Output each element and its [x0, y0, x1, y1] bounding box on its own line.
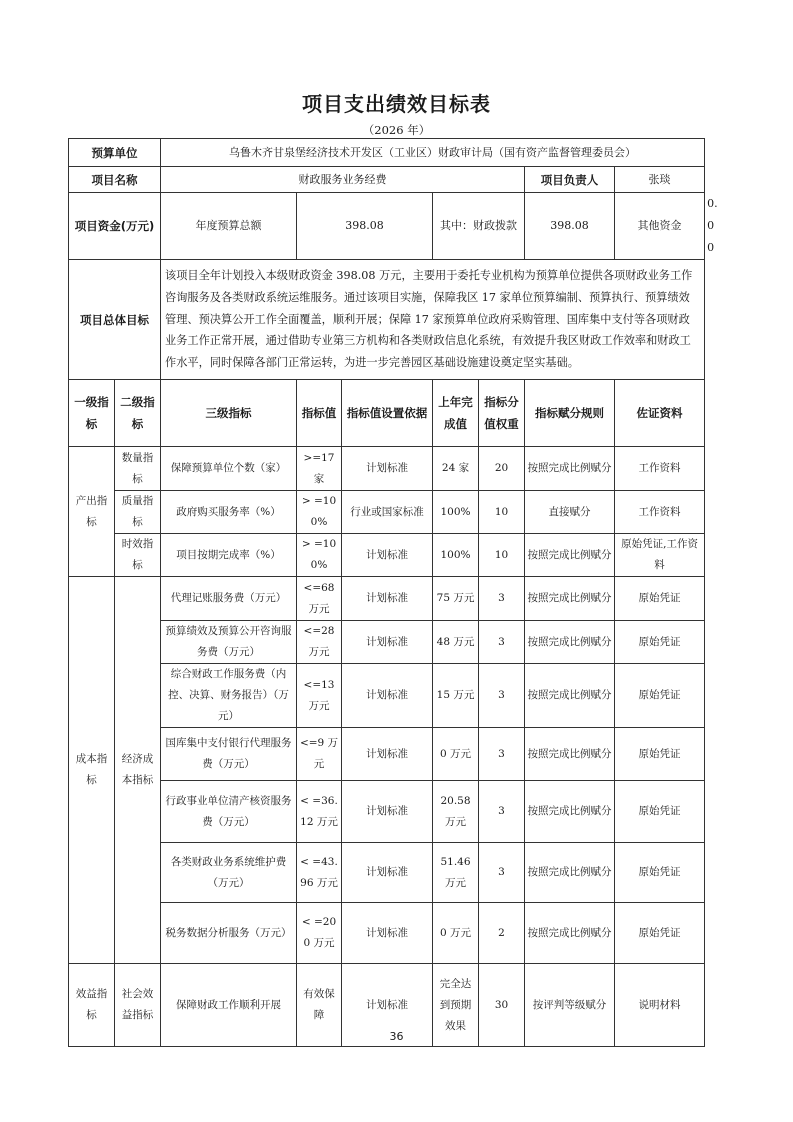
table-row	[69, 903, 705, 964]
weight: 10	[479, 491, 525, 534]
indicator-name: 税务数据分析服务（万元）	[161, 903, 297, 964]
project-name-value: 财政服务业务经费	[161, 167, 525, 193]
other-funds-label: 其他资金	[615, 193, 705, 260]
page-number: 36	[389, 1030, 404, 1043]
table-row	[69, 577, 705, 621]
page-title: 项目支出绩效目标表	[302, 92, 491, 116]
table-row	[69, 491, 705, 534]
evidence: 原始凭证	[615, 903, 705, 964]
weight: 3	[479, 621, 525, 664]
level2: 时效指标	[115, 534, 161, 577]
weight: 2	[479, 903, 525, 964]
weight: 10	[479, 534, 525, 577]
last-year-value: 0 万元	[433, 728, 479, 781]
last-year-value: 48 万元	[433, 621, 479, 664]
header-basis: 指标值设置依据	[342, 380, 433, 447]
table-row	[69, 447, 705, 491]
level2: 数量指标	[115, 447, 161, 491]
level1-cost: 成本指标	[69, 577, 115, 964]
weight: 30	[479, 964, 525, 1047]
funds-label: 项目资金(万元)	[69, 193, 161, 260]
scoring-rule: 按照完成比例赋分	[525, 728, 615, 781]
level2-economic-cost: 经济成本指标	[115, 577, 161, 964]
indicator-header-row	[69, 380, 705, 447]
table-row	[69, 534, 705, 577]
budget-unit-label: 预算单位	[69, 139, 161, 167]
level2-social-benefit: 社会效益指标	[115, 964, 161, 1047]
scoring-rule: 按照完成比例赋分	[525, 621, 615, 664]
fiscal-allocation-label: 其中：财政拨款	[433, 193, 525, 260]
total-budget-label: 年度预算总额	[161, 193, 297, 260]
last-year-value: 24 家	[433, 447, 479, 491]
scoring-rule: 按照完成比例赋分	[525, 903, 615, 964]
scoring-rule: 按评判等级赋分	[525, 964, 615, 1047]
level1-output: 产出指标	[69, 447, 115, 577]
table-row	[69, 781, 705, 843]
target-value: < =43.96 万元	[297, 843, 342, 903]
scoring-rule: 按照完成比例赋分	[525, 664, 615, 728]
header-rule: 指标赋分规则	[525, 380, 615, 447]
indicator-name: 保障财政工作顺利开展	[161, 964, 297, 1047]
evidence: 原始凭证	[615, 781, 705, 843]
basis: 计划标准	[342, 664, 433, 728]
header-evidence: 佐证资料	[615, 380, 705, 447]
evidence: 原始凭证	[615, 577, 705, 621]
last-year-value: 0 万元	[433, 903, 479, 964]
weight: 20	[479, 447, 525, 491]
year-label: （2026 年）	[362, 123, 431, 137]
basis: 计划标准	[342, 781, 433, 843]
scoring-rule: 按照完成比例赋分	[525, 577, 615, 621]
header-target-value: 指标值	[297, 380, 342, 447]
weight: 3	[479, 843, 525, 903]
indicator-name: 综合财政工作服务费（内控、决算、财务报告）（万元）	[161, 664, 297, 728]
header-level3: 三级指标	[161, 380, 297, 447]
basis: 计划标准	[342, 534, 433, 577]
fiscal-allocation-value: 398.08	[525, 193, 615, 260]
last-year-value: 75 万元	[433, 577, 479, 621]
indicator-name: 国库集中支付银行代理服务费（万元）	[161, 728, 297, 781]
target-value: <=28 万元	[297, 621, 342, 664]
target-value: 有效保障	[297, 964, 342, 1047]
table-row	[69, 621, 705, 664]
budget-unit-value: 乌鲁木齐甘泉堡经济技术开发区（工业区）财政审计局（国有资产监督管理委员会）	[161, 139, 705, 167]
evidence: 原始凭证	[615, 728, 705, 781]
scoring-rule: 直接赋分	[525, 491, 615, 534]
objective-row	[69, 260, 705, 380]
last-year-value: 100%	[433, 534, 479, 577]
indicator-name: 预算绩效及预算公开咨询服务费（万元）	[161, 621, 297, 664]
scoring-rule: 按照完成比例赋分	[525, 843, 615, 903]
objective-text: 该项目全年计划投入本级财政资金 398.08 万元，主要用于委托专业机构为预算单位提供各项财政业务工作咨询服务及各类财政系统运维服务。通过该项目实施，保障我区 17 家单位预算编制、预算执行、预算绩效管理、预决算公开工作全面覆盖，顺利开展；保障 17 家预算单位政府采购管理、国库集中支付等各项财政业务工作正常开展，通过借助专业第三方机构和各类财政信息化系统，有效提升我区财政工作效率和财政工作水平，同时保障各部门正常运转，为进一步完善园区基础设施建设奠定坚实基础。	[161, 260, 705, 380]
level2: 质量指标	[115, 491, 161, 534]
weight: 3	[479, 664, 525, 728]
header-level2: 二级指标	[115, 380, 161, 447]
header-level1: 一级指标	[69, 380, 115, 447]
basis: 计划标准	[342, 621, 433, 664]
basis: 计划标准	[342, 577, 433, 621]
target-value: <=9 万元	[297, 728, 342, 781]
target-value: <=13 万元	[297, 664, 342, 728]
last-year-value: 完全达到预期效果	[433, 964, 479, 1047]
basis: 计划标准	[342, 903, 433, 964]
evidence: 工作资料	[615, 447, 705, 491]
indicator-name: 保障预算单位个数（家）	[161, 447, 297, 491]
funds-row: 项目资金(万元) 年度预算总额 398.08 其中：财政拨款 398.08 其他资金 0.00	[69, 193, 705, 260]
target-value: > =100%	[297, 534, 342, 577]
last-year-value: 15 万元	[433, 664, 479, 728]
indicator-name: 代理记账服务费（万元）	[161, 577, 297, 621]
indicator-name: 行政事业单位清产核资服务费（万元）	[161, 781, 297, 843]
project-leader-label: 项目负责人	[525, 167, 615, 193]
basis: 计划标准	[342, 447, 433, 491]
evidence: 原始凭证	[615, 843, 705, 903]
evidence: 说明材料	[615, 964, 705, 1047]
budget-unit-row	[69, 139, 705, 167]
target-value: < =200 万元	[297, 903, 342, 964]
last-year-value: 51.46 万元	[433, 843, 479, 903]
performance-target-table	[68, 138, 718, 1047]
indicator-name: 各类财政业务系统维护费（万元）	[161, 843, 297, 903]
basis: 计划标准	[342, 843, 433, 903]
scoring-rule: 按照完成比例赋分	[525, 534, 615, 577]
evidence: 原始凭证	[615, 621, 705, 664]
header-last-year: 上年完成值	[433, 380, 479, 447]
table-row	[69, 728, 705, 781]
objective-label: 项目总体目标	[69, 260, 161, 380]
evidence: 工作资料	[615, 491, 705, 534]
evidence: 原始凭证	[615, 664, 705, 728]
basis: 行业或国家标准	[342, 491, 433, 534]
evidence: 原始凭证,工作资料	[615, 534, 705, 577]
project-leader-value: 张琰	[615, 167, 705, 193]
target-value: >=17家	[297, 447, 342, 491]
target-value: < =36.12 万元	[297, 781, 342, 843]
project-name-row	[69, 167, 705, 193]
basis: 计划标准	[342, 964, 433, 1047]
basis: 计划标准	[342, 728, 433, 781]
target-value: > =100%	[297, 491, 342, 534]
indicator-name: 政府购买服务率（%）	[161, 491, 297, 534]
project-name-label: 项目名称	[69, 167, 161, 193]
weight: 3	[479, 728, 525, 781]
total-budget-value: 398.08	[297, 193, 433, 260]
last-year-value: 100%	[433, 491, 479, 534]
scoring-rule: 按照完成比例赋分	[525, 781, 615, 843]
weight: 3	[479, 781, 525, 843]
table-row	[69, 664, 705, 728]
header-weight: 指标分值权重	[479, 380, 525, 447]
level1-benefit: 效益指标	[69, 964, 115, 1047]
indicator-name: 项目按期完成率（%）	[161, 534, 297, 577]
table-row	[69, 843, 705, 903]
weight: 3	[479, 577, 525, 621]
last-year-value: 20.58 万元	[433, 781, 479, 843]
target-value: <=68 万元	[297, 577, 342, 621]
scoring-rule: 按照完成比例赋分	[525, 447, 615, 491]
